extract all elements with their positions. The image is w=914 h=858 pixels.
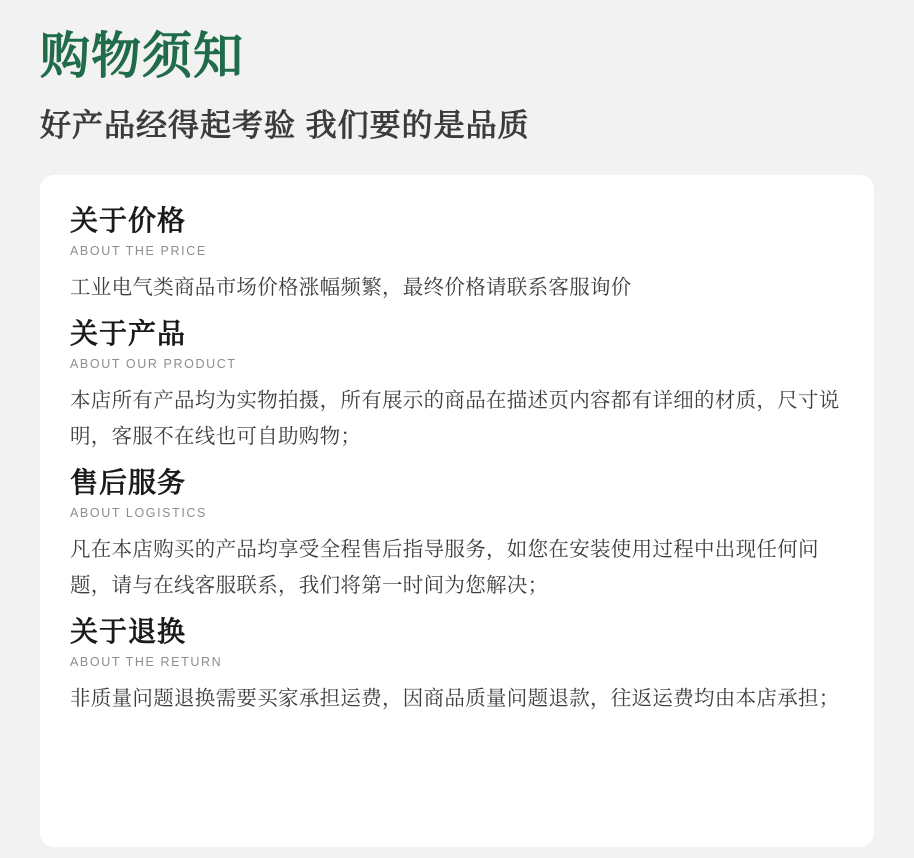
section-english-label: ABOUT LOGISTICS	[70, 506, 207, 521]
section-title: 关于退换	[70, 616, 187, 648]
notice-section-price	[70, 203, 844, 306]
notice-section-return	[70, 614, 844, 717]
notice-section-after-sales	[70, 465, 844, 604]
notice-section-product	[70, 316, 844, 455]
notice-card	[40, 175, 874, 847]
section-body	[70, 532, 844, 604]
page-title: 购物须知	[40, 28, 244, 84]
section-title: 关于产品	[70, 317, 187, 349]
section-body	[70, 681, 844, 717]
section-body-text: 工业电气类商品市场价格涨幅频繁，最终价格请联系客服询价	[70, 275, 632, 299]
section-body	[70, 270, 844, 306]
section-english-label: ABOUT THE PRICE	[70, 243, 207, 258]
section-title: 售后服务	[70, 466, 187, 498]
section-title: 关于价格	[70, 204, 187, 236]
section-english-label: ABOUT OUR PRODUCT	[70, 357, 237, 372]
section-body	[70, 383, 844, 455]
section-body-text: 非质量问题退换需要买家承担运费，因商品质量问题退款，往返运费均由本店承担；	[70, 687, 840, 711]
page-subtitle: 好产品经得起考验 我们要的是品质	[40, 107, 530, 143]
section-english-label: ABOUT THE RETURN	[70, 655, 223, 670]
section-body-text: 本店所有产品均为实物拍摄，所有展示的商品在描述页内容都有详细的材质，尺寸说明，客服不在线也可自助购物；	[70, 389, 840, 449]
section-body-text: 凡在本店购买的产品均享受全程售后指导服务，如您在安装使用过程中出现任何问题，请与在线客服联系，我们将第一时间为您解决；	[70, 538, 819, 598]
